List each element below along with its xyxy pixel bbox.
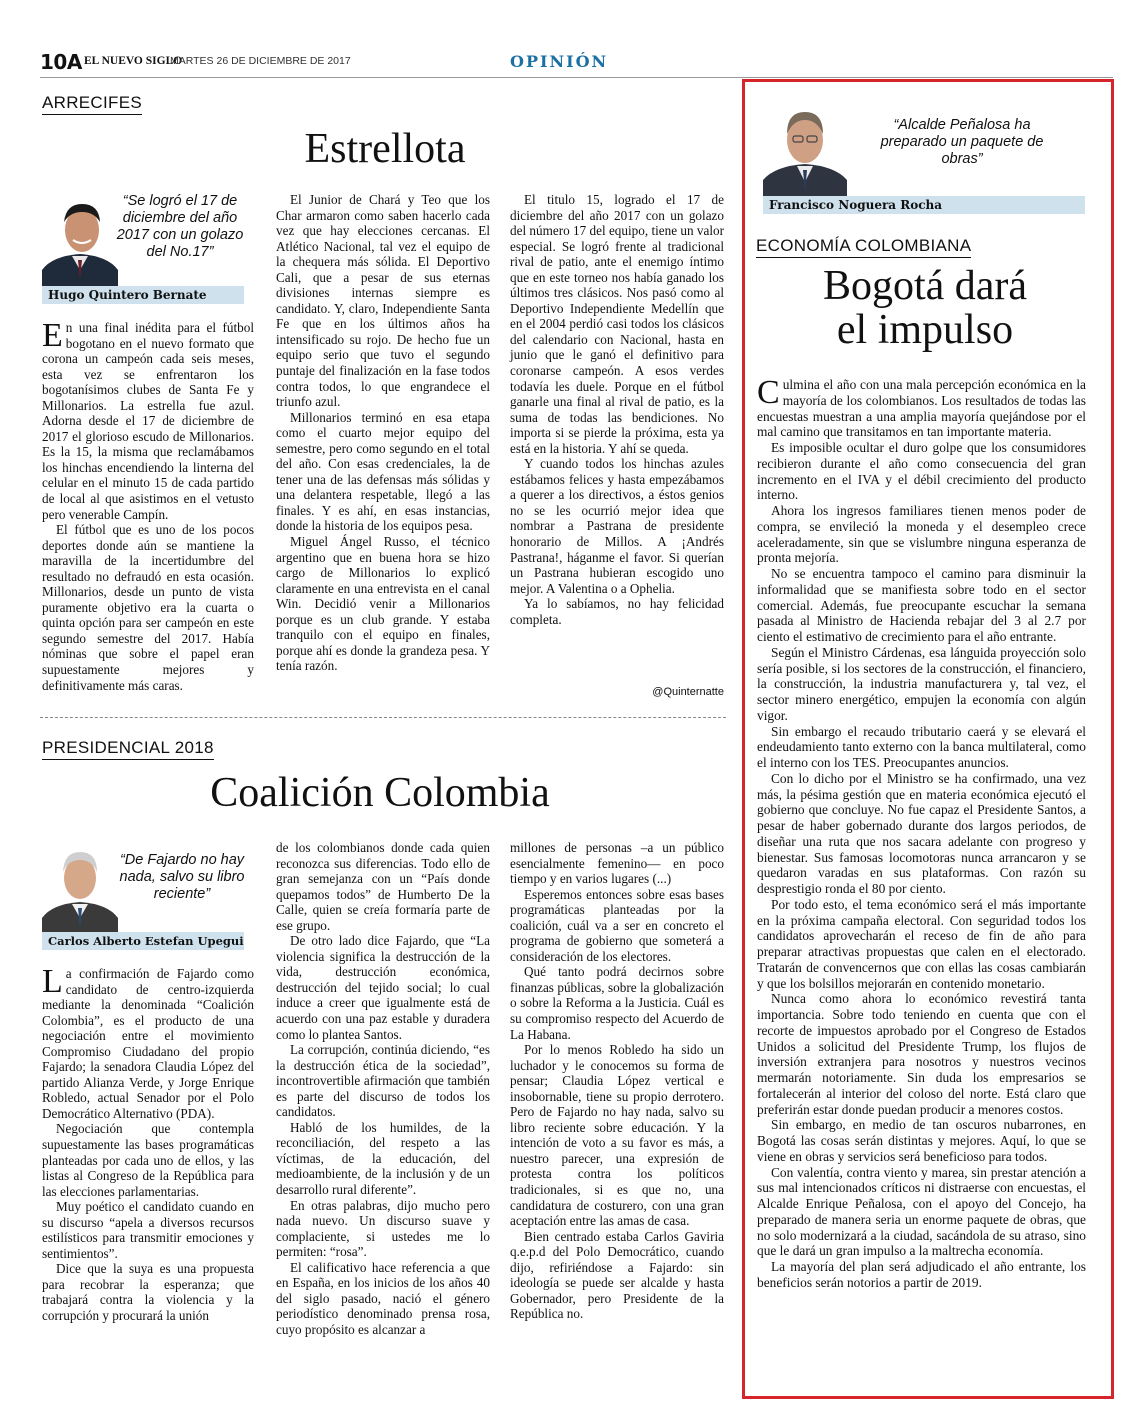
portrait-icon <box>42 840 118 932</box>
article2-column-3 <box>510 840 724 1322</box>
paragraph: Ya lo sabíamos, no hay felicidad completa. <box>510 596 724 627</box>
paragraph: La confirmación de Fajardo como candidato de centro-izquierda mediante la denominada “Coalición Colombia”, es el producto de una negociación entre el movimiento Compromiso Ciudadano del propio Fajardo; la senadora Claudia López del partido Alianza Verde, y Jorge Enrique Robledo, actual Senador por el Polo Democrático Alternativo (PDA). <box>42 963 254 1121</box>
paragraph: Qué tanto podrá decirnos sobre finanzas públicas, sobre la globalización o sobre la Reforma a la Justicia. Cuál es su compromiso respecto del Acuerdo de La Habana. <box>510 964 724 1042</box>
paragraph: Nunca como ahora lo económico revestirá tanta importancia. Sobre todo teniendo en cuenta que con el recorte de impuestos aprobado por el Congreso de Estados Unidos a solicitud del Presidente Trump, los flujos de inversión extranjera para nosotros y nuestros vecinos mermarán notoriamente. Sin duda los empresarios se fortalecerán al interior del coloso del norte. Está claro que preferirán estar donde puedan producir a menores costos. <box>757 991 1086 1117</box>
paragraph: En una final inédita para el fútbol bogotano en el nuevo formato que corona un campeón cada seis meses, esta vez se enfrentaron los bogotanísimos clubes de Santa Fe y Millonarios. La estrella fue azul. Adorna desde el 17 de diciembre de 2017 el glorioso escudo de Millonarios. Es la 15, la misma que reclamábamos los hinchas encendiendo la linterna del celular en el minuto 15 de cada partido de local al que asistimos en el vetusto pero venerable Campín. <box>42 317 254 522</box>
paragraph: Culmina el año con una mala percepción económica en la mayoría de los colombianos. Los resultados de todas las encuestas muestran a una amplia mayoría quejándose por el mal camino que transitamos en tan importante materia. <box>757 374 1086 440</box>
portrait-icon <box>42 190 118 286</box>
article1-pull-quote: “Se logró el 17 de diciembre del año 2017 con un golazo del No.17” <box>116 193 244 260</box>
paragraph: El titulo 15, logrado el 17 de diciembre del año 2017 con un golazo del número 17 del equipo, tiene un valor especial. Se logró frente al tradicional rival de patio, ante el enemigo íntimo que en este torneo nos había ganado los últimos tres clásicos. Nos pasó como al Deportivo Independiente Medellín que en el 2004 perdió casi todos los clásicos del calendario con Nacional, hasta en junio que le ganó el definitivo para coronarse campeón. A esos verdes todavía les duele. Porque en el fútbol ganarle una final al rival de patio, es la suma de todas las bendiciones. No importa si se pierde la próxima, esta ya está en la historia. Y ahí se queda. <box>510 192 724 456</box>
paragraph: El calificativo hace referencia a que en España, en los inicios de los años 40 del siglo pasado, nació el género periodístico denominado prensa rosa, cuyo propósito es alcanzar a <box>276 1259 490 1337</box>
paragraph: De otro lado dice Fajardo, que “La violencia significa la destrucción de la vida, destrucción económica, destrucción del tejido social; lo cual induce a creer que igualmente está de acuerdo con una paz estable y duradera como lo plantea Santos. <box>276 933 490 1042</box>
paragraph: Millonarios terminó en esa etapa como el cuarto mejor equipo del semestre, pero como segundo en el total del año. Con esas credenciales, la de tener una de las defensas más sólidas y una delantera respetable, llegó a las finales. Y es ahí, en esas instancias, donde la historia de los equipos pesa. <box>276 409 490 534</box>
paragraph: En otras palabras, dijo mucho pero nada nuevo. Un discurso suave y complaciente, si ustedes me lo permiten: “rosa”. <box>276 1197 490 1260</box>
article2-column-1 <box>42 963 254 1324</box>
article3-kicker: ECONOMÍA COLOMBIANA <box>756 236 971 258</box>
page-number: 10A <box>40 50 82 74</box>
issue-date: MARTES 26 DE DICIEMBRE DE 2017 <box>170 55 351 67</box>
paragraph: Habló de los humildes, de la reconciliación, del respeto a las víctimas, de la educación, del medioambiente, de la inclusión y de un desarrollo rural diferente”. <box>276 1119 490 1198</box>
article2-kicker: PRESIDENCIAL 2018 <box>42 738 214 760</box>
article1-column-2 <box>276 192 490 674</box>
paragraph: Con valentía, contra viento y marea, sin prestar atención a sus mal intencionados críticos ni distraerse con encuestas, el Alcalde Enrique Peñalosa, con el apoyo del Concejo, ha preparado de manera seria un enorme paquete de obras, que no solo modernizará a la ciudad, sacándola de su atraso, sino que le dará un gran impulso a la maltrecha economía. <box>757 1164 1086 1259</box>
article1-column-1 <box>42 317 254 693</box>
paragraph: Negociación que contempla supuestamente las bases programáticas planteadas por cada uno de ellos, y las listas al Congreso de la República para las elecciones parlamentarias. <box>42 1121 254 1199</box>
paragraph: Y cuando todos los hinchas azules estábamos felices y hasta empezábamos a querer a los directivos, a éstos genios no se les ocurrió mejor idea que nombrar a Pastrana de presidente honorario de Millos. A ¡Andrés Pastrana!, háganme el favor. Si querían un Pastrana hubieran escogido uno mejor. A Valentina o a Ophelia. <box>510 456 724 596</box>
article3-author: Francisco Noguera Rocha <box>763 196 1085 214</box>
article1-column-3 <box>510 192 724 627</box>
newspaper-name: EL NUEVO SIGLO <box>84 55 183 67</box>
paragraph: El fútbol que es uno de los pocos deportes donde aún se mantiene la maravilla de la incertidumbre del resultado no defraudó en esta ocasión. Millonarios, desde un punto de vista puramente objetivo era la cuarta o quinta opción para ser campeón en este segundo semestre del 2017. Había nóminas que sobre el papel eran supuestamente mejores y definitivamente más caras. <box>42 522 254 693</box>
title-line-2: el impulso <box>836 307 1014 353</box>
paragraph: Según el Ministro Cárdenas, esa lánguida proyección solo sería posible, si los sectores de la construcción, el financiero, la construcción, la industria manufacturera y, tal vez, el sector minero energético, empujen la economía con algún vigor. <box>757 644 1086 723</box>
article2-title: Coalición Colombia <box>210 770 550 816</box>
article3-title <box>760 264 1090 352</box>
paragraph: Muy poético el candidato cuando en su discurso “apela a diversos recursos estilísticos para transmitir emociones y sentimientos”. <box>42 1199 254 1261</box>
paragraph: Miguel Ángel Russo, el técnico argentino que en buena hora se hizo cargo de Millonarios lo explicó claramente en una entrevista en el canal Win. Decidió venir a Millonarios porque es un club grande. Y estaba tranquilo con el equipo en finales, porque ahí es donde la grandeza pesa. Y tenía razón. <box>276 534 490 674</box>
paragraph: Ahora los ingresos familiares tienen menos poder de compra, se envileció la moneda y el desempleo crece aceleradamente, sin que se vislumbre ninguna esperanza de pronta mejoría. <box>757 503 1086 566</box>
author-photo-francisco <box>763 100 847 196</box>
paragraph: Sin embargo, en medio de tan oscuros nubarrones, en Bogotá las cosas serán distintas y mejores. Aquí, lo que se viene en obras y servicios será beneficioso para todos. <box>757 1117 1086 1164</box>
article1-author: Hugo Quintero Bernate <box>42 286 244 304</box>
article2-pull-quote: “De Fajardo no hay nada, salvo su libro reciente” <box>119 852 245 902</box>
paragraph: millones de personas –a un público esencialmente femenino— en poco tiempo y en varios lugares (...) <box>510 840 724 887</box>
article1-title: Estrellota <box>304 126 466 172</box>
section-divider <box>40 717 726 718</box>
article3-body <box>757 374 1086 1291</box>
masthead <box>40 48 1113 78</box>
paragraph: Por todo esto, el tema económico será el más importante en la próxima campaña electoral. Con seguridad todos los candidatos aprovecharán el receso de fin de año para preparar atractivas propuestas que calen en el electorado. Tratarán de convencernos que con ellas las cosas cambiarán y que los bolsillos mejorarán en contenido monetario. <box>757 896 1086 991</box>
author-photo-carlos <box>42 840 118 932</box>
paragraph: Es imposible ocultar el duro golpe que los consumidores recibieron durante el año como consecuencia del gran incremento en el IVA y el débil crecimiento del producto interno. <box>757 440 1086 503</box>
paragraph: La corrupción, continúa diciendo, “es la destrucción ética de la sociedad”, incontrovertible afirmación que también es parte del discurso de todos los candidatos. <box>276 1042 490 1120</box>
paragraph: Por lo menos Robledo ha sido un luchador y le conocemos su forma de pensar; Claudia López vertical e insobornable, tiene su propio derrotero. Pero de Fajardo no hay nada, salvo su libro reciente sobre educación. Y la intención de voto a su favor es más, a nuestro parecer, una expresión de protesta contra los políticos tradicionales, si es que no, una candidatura de costurero, con una gran aceptación entre las amas de casa. <box>510 1042 724 1229</box>
section-title: OPINIÓN <box>510 52 609 71</box>
paragraph: El Junior de Chará y Teo que los Char armaron como saben hacerlo cada vez que hay elecciones cercanas. El Atlético Nacional, tal vez el equipo de la chequera más sólida. El Deportivo Cali, que a pesar de sus eternas divisiones internas siempre es candidato. Y, claro, Independiente Santa Fe que en los últimos años ha intensificado su rojo. De hecho fue un equipo serio que tuvo el segundo puntaje del finalización en la fase todos contra todos, lo que engrandece el triunfo azul. <box>276 192 490 410</box>
paragraph: No se encuentra tampoco el camino para disminuir la informalidad que se manifiesta sobre todo en el sector comercial. Además, fue preocupante escuchar la semana pasada al Ministro de Hacienda rebajar del 3 al 2.7 por ciento el estimativo de crecimiento para el año entrante. <box>757 566 1086 644</box>
paragraph: La mayoría del plan será adjudicado el año entrante, los beneficios serán notorios a partir de 2019. <box>757 1259 1086 1290</box>
paragraph: Sin embargo el recaudo tributario caerá y se elevará el endeudamiento tanto externo con la banca multilateral, como el interno con los TES. Preocupantes anuncios. <box>757 723 1086 770</box>
paragraph: Esperemos entonces sobre esas bases programáticas planteadas por la coalición, cuál va a ser en concreto el programa de gobierno que someterá a consideración de los electores. <box>510 886 724 964</box>
title-line-1: Bogotá dará <box>822 263 1028 309</box>
paragraph: Dice que la suya es una propuesta para recobrar la esperanza; que trabajará contra la violencia y la corrupción y procurará la unión <box>42 1261 254 1324</box>
paragraph: de los colombianos donde cada quien reconozca sus diferencias. Todo ello de gran semejanza con un “País donde quepamos todos” de Humberto De la Calle, quien se creía formaría parte de ese grupo. <box>276 840 490 933</box>
article1-kicker: ARRECIFES <box>42 93 142 115</box>
portrait-icon <box>763 100 847 196</box>
article2-author: Carlos Alberto Estefan Upegui <box>42 932 244 950</box>
paragraph: Con lo dicho por el Ministro se ha confirmado, una vez más, la pésima gestión que en materia económica ejecutó el gobierno que concluye. No fue capaz el Presidente Santos, a pesar de haber gobernado durante dos largos periodos, de diseñar una ruta que nos sacara adelante con progreso y bienestar. Sus famosas locomotoras nunca arrancaron y se quedaron varadas en sus plataformas. Con razón su desprestigio ronda el 80 por ciento. <box>757 770 1086 896</box>
article3-pull-quote: “Alcalde Peñalosa ha preparado un paquete de obras” <box>880 117 1044 167</box>
article2-column-2 <box>276 840 490 1338</box>
twitter-handle: @Quinternatte <box>652 686 724 698</box>
paragraph: Bien centrado estaba Carlos Gaviria q.e.p.d del Polo Democrático, cuando dijo, refiriéndose a Fajardo: sin ideología se puede ser alcalde y hasta Gobernador, pero Presidente de la República no. <box>510 1228 724 1322</box>
author-photo-hugo <box>42 190 118 286</box>
